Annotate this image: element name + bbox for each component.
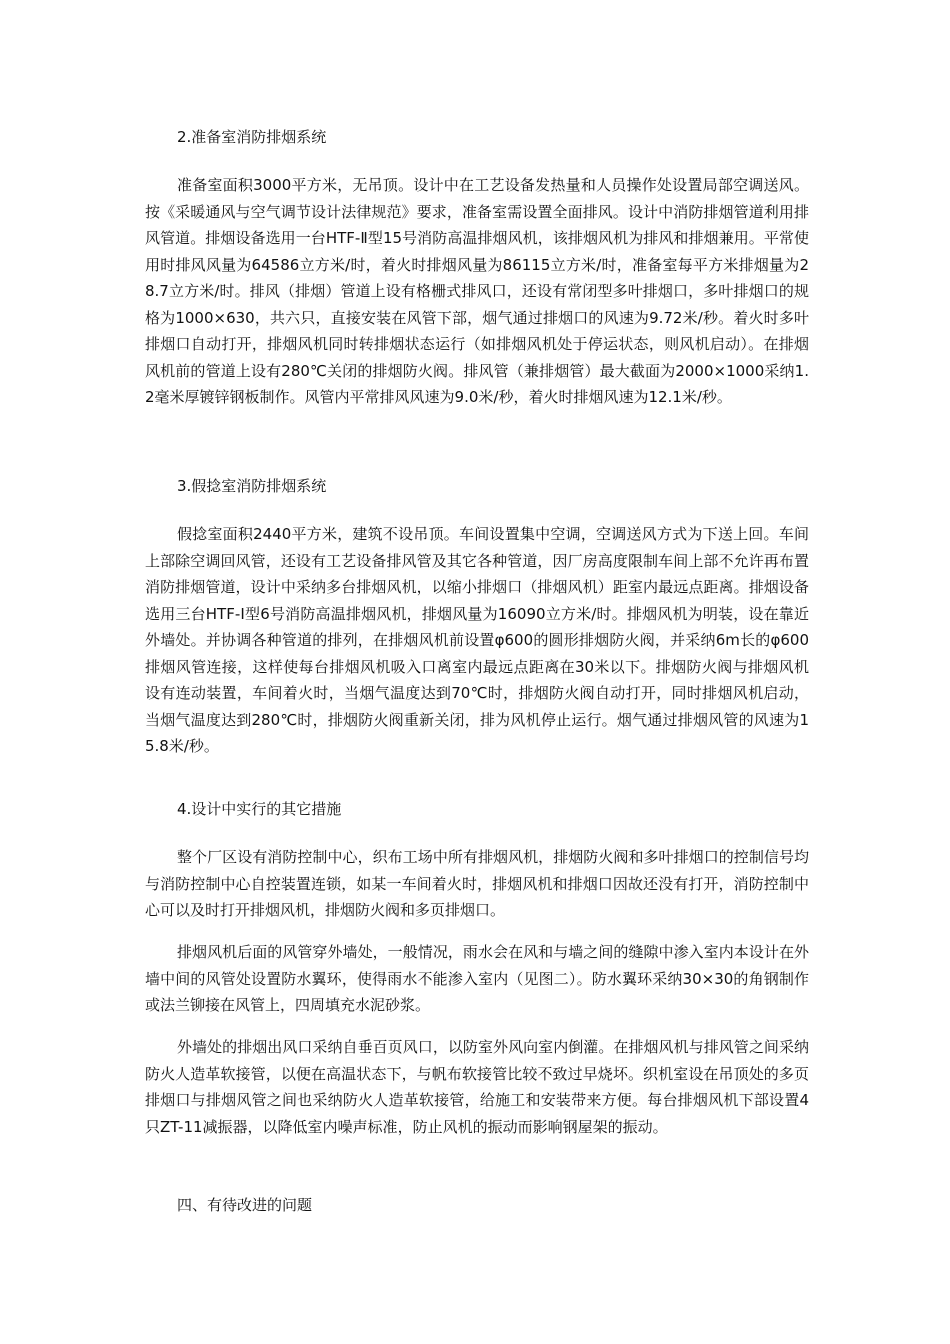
- paragraph-control-center: 整个厂区设有消防控制中心，织布工场中所有排烟风机，排烟防火阀和多叶排烟口的控制信号均与消防控制中心自控装置连锁，如某一车间着火时，排烟风机和排烟口因故还没有打开，消防控制中心可以及时打开排烟风机，排烟防火阀和多页排烟口。: [145, 848, 809, 919]
- section-heading-other-measures: 4.设计中实行的其它措施: [177, 800, 342, 818]
- section-heading-improvements: 四、有待改进的问题: [177, 1196, 313, 1214]
- paragraph-waterproof-ring: 排烟风机后面的风管穿外墙处，一般情况，雨水会在风和与墙之间的缝隙中渗入室内本设计在外墙中间的风管处设置防水翼环，使得雨水不能渗入室内（见图二）。防水翼环采纳30×30的角钢制作或法兰铆接在风管上，四周填充水泥砂浆。: [145, 943, 809, 1014]
- paragraph-exhaust-outlet: 外墙处的排烟出风口采纳自垂百页风口，以防室外风向室内倒灌。在排烟风机与排风管之间采纳防火人造革软接管，以便在高温状态下，与帆布软接管比较不致过早烧坏。织机室设在吊顶处的多页排烟口与排烟风管之间也采纳防火人造革软接管，给施工和安装带来方便。每台排烟风机下部设置4只ZT-11减振器，以降低室内噪声标准，防止风机的振动而影响钢屋架的振动。: [145, 1038, 809, 1136]
- paragraph-false-twist-room: 假捻室面积2440平方米，建筑不设吊顶。车间设置集中空调，空调送风方式为下送上回。车间上部除空调回风管，还设有工艺设备排风管及其它各种管道，因厂房高度限制车间上部不允许再布置消防排烟管道，设计中采纳多台排烟风机，以缩小排烟口（排烟风机）距室内最远点距离。排烟设备选用三台HTF-Ⅰ型6号消防高温排烟风机，排烟风量为16090立方米/时。排烟风机为明装，设在靠近外墙处。并协调各种管道的排列，在排烟风机前设置φ600的圆形排烟防火阀，并采纳6m长的φ600排烟风管连接，这样使每台排烟风机吸入口离室内最远点距离在30米以下。排烟防火阀与排烟风机设有连动装置，车间着火时，当烟气温度达到70℃时，排烟防火阀自动打开，同时排烟风机启动，当烟气温度达到280℃时，排烟防火阀重新关闭，排为风机停止运行。烟气通过排烟风管的风速为15.8米/秒。: [145, 525, 809, 755]
- paragraph-prep-room: 准备室面积3000平方米，无吊顶。设计中在工艺设备发热量和人员操作处设置局部空调送风。按《采暖通风与空气调节设计法律规范》要求，准备室需设置全面排风。设计中消防排烟管道利用排风管道。排烟设备选用一台HTF-Ⅱ型15号消防高温排烟风机，该排烟风机为排风和排烟兼用。平常使用时排风风量为64586立方米/时，着火时排烟风量为86115立方米/时，准备室每平方米排烟量为28.7立方米/时。排风（排烟）管道上设有格栅式排风口，还设有常闭型多叶排烟口，多叶排烟口的规格为1000×630，共六只，直接安装在风管下部，烟气通过排烟口的风速为9.72米/秒。着火时多叶排烟口自动打开，排烟风机同时转排烟状态运行（如排烟风机处于停运状态，则风机启动）。在排烟风机前的管道上设有280℃关闭的排烟防火阀。排风管（兼排烟管）最大截面为2000×1000采纳1.2毫米厚镀锌钢板制作。风管内平常排风风速为9.0米/秒，着火时排烟风速为12.1米/秒。: [145, 176, 809, 406]
- section-heading-smoke-prep-room: 2.准备室消防排烟系统: [177, 128, 327, 146]
- section-heading-false-twist-room: 3.假捻室消防排烟系统: [177, 477, 327, 495]
